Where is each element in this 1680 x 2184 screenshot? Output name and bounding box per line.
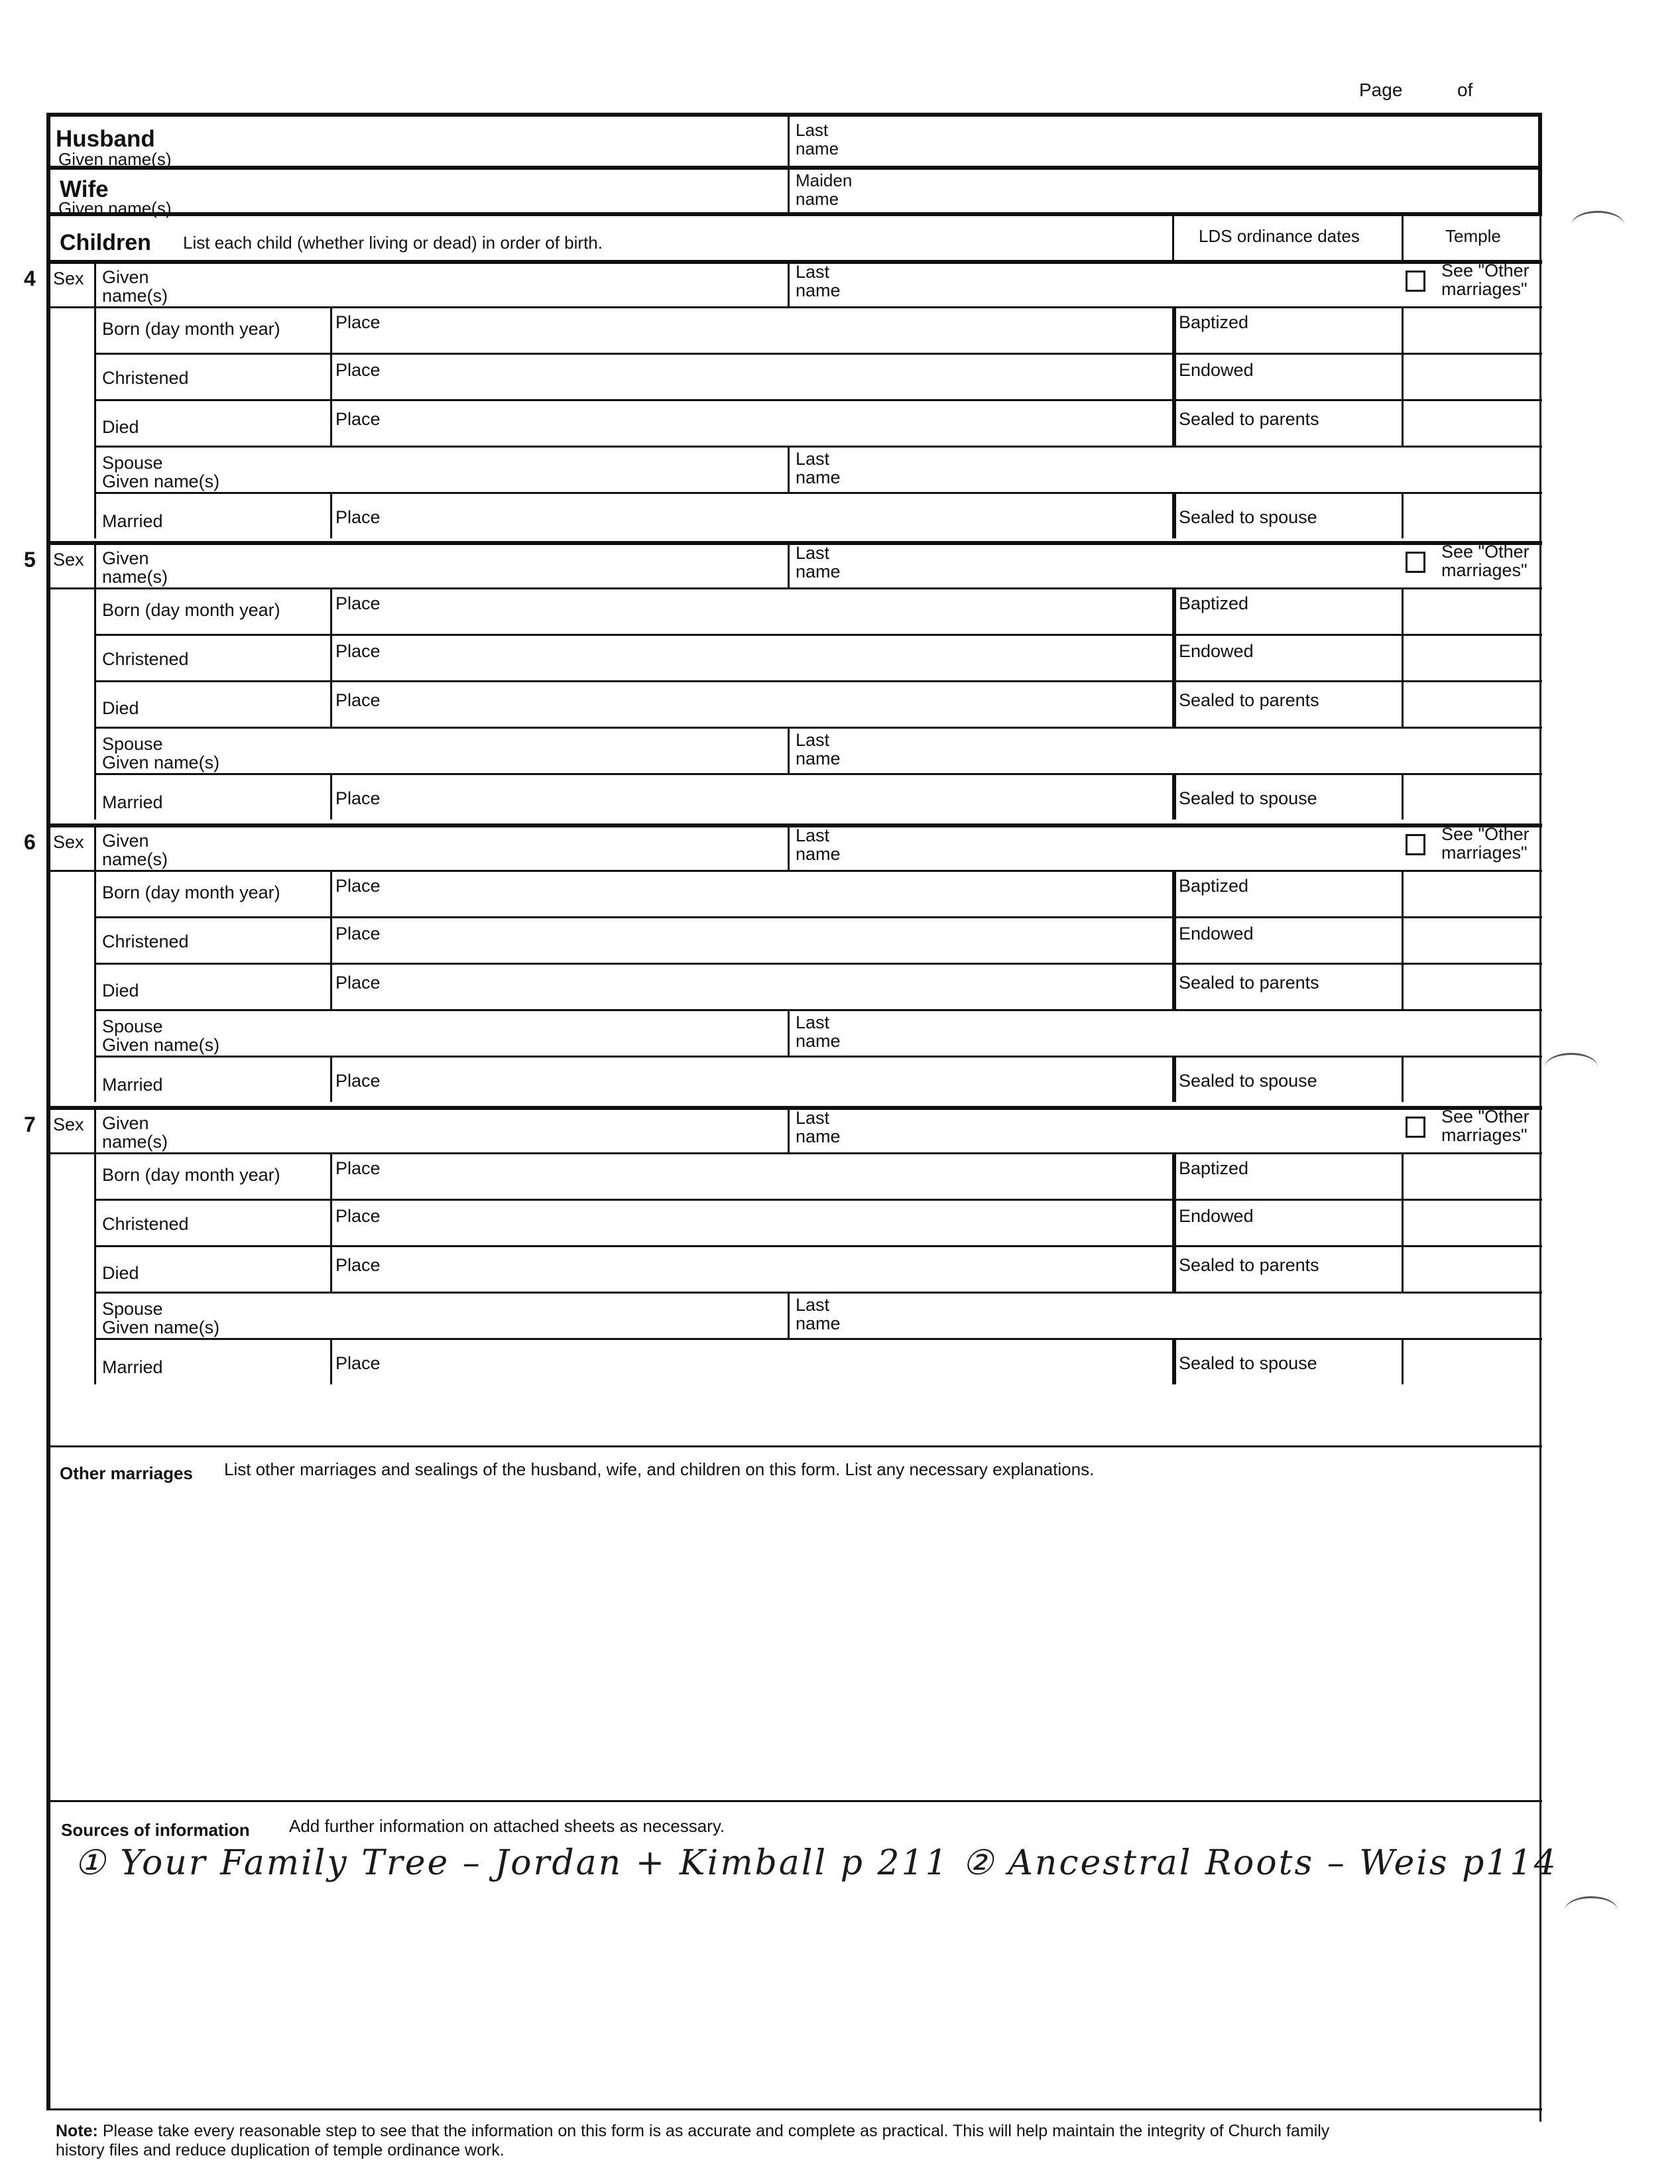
- other-marriages-checkbox[interactable]: [1406, 271, 1425, 292]
- spouse-last-label-2: name: [796, 749, 841, 768]
- child-block: [24, 541, 1542, 823]
- event-place-divider: [330, 870, 332, 1009]
- see-other-marriages-label-2: marriages": [1441, 560, 1528, 580]
- place-label: Place: [335, 360, 381, 380]
- child-top-border: [46, 541, 1542, 545]
- place-label: Place: [335, 1071, 381, 1091]
- form-bottom-border: [46, 2108, 1542, 2110]
- last-name-label-2: name: [796, 562, 841, 581]
- spouse-last-label-2: name: [796, 1313, 841, 1333]
- baptized-label: Baptized: [1179, 1158, 1249, 1178]
- last-name-label: Last: [796, 262, 830, 282]
- wife-given-label: Given name(s): [58, 198, 172, 218]
- row-divider: [94, 916, 1542, 918]
- spouse-last-label-2: name: [796, 467, 841, 487]
- other-marriages-top: [46, 1445, 1542, 1447]
- see-other-marriages-label-2: marriages": [1441, 1125, 1528, 1145]
- baptized-label: Baptized: [1179, 312, 1249, 332]
- died-label: Died: [102, 698, 139, 718]
- row-divider: [94, 1199, 1542, 1201]
- children-title: Children: [60, 230, 151, 255]
- married-place-divider: [330, 773, 332, 819]
- born-label: Born (day month year): [102, 882, 280, 902]
- row-divider: [94, 963, 1542, 965]
- married-place-divider: [330, 1338, 332, 1384]
- form-right-border: [1538, 113, 1542, 212]
- spouse-last-divider: [788, 446, 790, 492]
- spouse-given-label: Given name(s): [102, 1317, 220, 1337]
- event-place-divider: [330, 587, 332, 727]
- ordinance-divider: [1172, 587, 1176, 727]
- married-label: Married: [102, 1357, 163, 1377]
- ordinance-divider: [1172, 870, 1176, 1009]
- married-label: Married: [102, 511, 163, 531]
- ordinance-divider: [1172, 1056, 1176, 1102]
- given-label: Given: [102, 548, 149, 568]
- sex-label: Sex: [53, 550, 84, 570]
- baptized-label: Baptized: [1179, 876, 1249, 896]
- given-label: Given: [102, 267, 149, 287]
- endowed-label: Endowed: [1179, 360, 1254, 380]
- died-label: Died: [102, 1263, 139, 1283]
- husband-label: Husband: [56, 126, 155, 152]
- wife-label: Wife: [60, 176, 109, 202]
- given-last-divider: [788, 823, 790, 870]
- last-name-label-2: name: [796, 844, 841, 864]
- spouse-last-label: Last: [796, 1295, 830, 1315]
- ordinance-divider: [1172, 1152, 1176, 1292]
- spouse-label: Spouse: [102, 1016, 163, 1036]
- married-label: Married: [102, 1075, 163, 1095]
- place-label: Place: [335, 312, 381, 332]
- place-label: Place: [335, 690, 381, 710]
- row-divider: [94, 1292, 1542, 1294]
- spouse-given-label: Given name(s): [102, 1035, 220, 1055]
- child-top-border: [46, 260, 1542, 264]
- note-title: Note:: [56, 2122, 98, 2140]
- sealed-to-spouse-label: Sealed to spouse: [1179, 507, 1317, 527]
- place-label: Place: [335, 788, 381, 808]
- ordinance-divider: [1172, 306, 1176, 446]
- temple-column-divider: [1402, 1152, 1404, 1292]
- row-divider: [94, 492, 1542, 494]
- row-divider: [94, 727, 1542, 729]
- row-divider: [94, 1245, 1542, 1247]
- married-place-divider: [330, 492, 332, 538]
- sources-title: Sources of information: [61, 1820, 250, 1840]
- place-label: Place: [335, 1353, 381, 1373]
- last-name-label: Last: [796, 1108, 830, 1128]
- temple-column-divider: [1402, 773, 1404, 819]
- see-other-marriages-label: See "Other: [1441, 542, 1530, 562]
- row-divider: [94, 634, 1542, 636]
- spouse-last-label: Last: [796, 730, 830, 750]
- given-label-2: name(s): [102, 567, 168, 587]
- endowed-label: Endowed: [1179, 641, 1254, 661]
- temple-divider: [1402, 212, 1404, 260]
- lds-divider: [1172, 212, 1174, 260]
- row-divider: [94, 353, 1542, 355]
- row-divider: [46, 1152, 1542, 1154]
- row-divider: [94, 1009, 1542, 1011]
- row-divider: [94, 1338, 1542, 1340]
- child-block: [24, 260, 1542, 542]
- sealed-to-parents-label: Sealed to parents: [1179, 409, 1319, 429]
- punch-hole-mark: [1565, 1896, 1618, 1925]
- other-marriages-checkbox[interactable]: [1406, 1117, 1425, 1138]
- other-marriages-checkbox[interactable]: [1406, 834, 1425, 855]
- row-divider: [94, 1056, 1542, 1058]
- sources-handwritten-entry: ① Your Family Tree – Jordan + Kimball p 211 ② Ancestral Roots – Weis p114: [74, 1843, 1558, 1883]
- baptized-label: Baptized: [1179, 593, 1249, 613]
- row-divider: [94, 773, 1542, 775]
- born-label: Born (day month year): [102, 319, 280, 339]
- child-number: 7: [24, 1113, 36, 1136]
- place-label: Place: [335, 924, 381, 943]
- temple-column-divider: [1402, 1338, 1404, 1384]
- given-last-divider: [788, 1106, 790, 1152]
- place-label: Place: [335, 641, 381, 661]
- given-label-2: name(s): [102, 1132, 168, 1152]
- temple-label: Temple: [1445, 226, 1501, 246]
- husband-wife-divider: [46, 166, 1542, 170]
- spouse-last-label: Last: [796, 1012, 830, 1032]
- died-label: Died: [102, 981, 139, 1001]
- row-divider: [46, 587, 1542, 589]
- other-marriages-title: Other marriages: [60, 1463, 193, 1483]
- other-marriages-instruction: List other marriages and sealings of the husband, wife, and children on this form. List any necessary explanations.: [224, 1459, 1095, 1479]
- sealed-to-parents-label: Sealed to parents: [1179, 1255, 1319, 1275]
- spouse-last-label-2: name: [796, 1031, 841, 1051]
- last-name-label: Last: [796, 543, 830, 563]
- of-label: of: [1457, 80, 1473, 100]
- sealed-to-spouse-label: Sealed to spouse: [1179, 788, 1317, 808]
- christened-label: Christened: [102, 649, 189, 669]
- ordinance-divider: [1172, 1338, 1176, 1384]
- christened-label: Christened: [102, 932, 189, 951]
- sealed-to-parents-label: Sealed to parents: [1179, 690, 1319, 710]
- temple-column-divider: [1402, 587, 1404, 727]
- see-other-marriages-label-2: marriages": [1441, 843, 1528, 863]
- see-other-marriages-label: See "Other: [1441, 824, 1530, 844]
- sources-area[interactable]: [60, 1903, 1525, 2102]
- ordinance-divider: [1172, 773, 1176, 819]
- sex-label: Sex: [53, 1115, 84, 1134]
- name-divider: [788, 113, 790, 212]
- children-instruction: List each child (whether living or dead) in order of birth.: [183, 233, 603, 253]
- last-name-label-2: name: [796, 1126, 841, 1146]
- husband-last-label: Last: [796, 120, 829, 140]
- married-place-divider: [330, 1056, 332, 1102]
- born-label: Born (day month year): [102, 1165, 280, 1185]
- place-label: Place: [335, 876, 381, 896]
- place-label: Place: [335, 1206, 381, 1226]
- husband-given-label: Given name(s): [58, 149, 172, 169]
- married-label: Married: [102, 792, 163, 812]
- child-block: [24, 823, 1542, 1106]
- note-text-line2: history files and reduce duplication of temple ordinance work.: [56, 2141, 505, 2159]
- page-label: Page: [1359, 80, 1403, 100]
- temple-column-divider: [1402, 870, 1404, 1009]
- see-other-marriages-label: See "Other: [1441, 1107, 1530, 1126]
- sealed-to-parents-label: Sealed to parents: [1179, 973, 1319, 993]
- spouse-label: Spouse: [102, 734, 163, 754]
- maiden-label-2: name: [796, 189, 839, 209]
- place-label: Place: [335, 973, 381, 993]
- endowed-label: Endowed: [1179, 924, 1254, 943]
- child-top-border: [46, 823, 1542, 827]
- sex-label: Sex: [53, 832, 84, 852]
- place-label: Place: [335, 507, 381, 527]
- see-other-marriages-label-2: marriages": [1441, 279, 1528, 299]
- note-text-line1: Please take every reasonable step to see that the information on this form is as accurate and complete as practical. This will help maintain the integrity of Church family: [102, 2122, 1330, 2140]
- place-label: Place: [335, 409, 381, 429]
- given-last-divider: [788, 260, 790, 306]
- born-label: Born (day month year): [102, 600, 280, 620]
- sex-label: Sex: [53, 269, 84, 288]
- other-marriages-checkbox[interactable]: [1406, 552, 1425, 573]
- last-name-label-2: name: [796, 280, 841, 300]
- spouse-label: Spouse: [102, 453, 163, 473]
- temple-column-divider: [1402, 1056, 1404, 1102]
- row-divider: [94, 680, 1542, 682]
- children-header-top: [46, 212, 1542, 216]
- other-marriages-area[interactable]: [60, 1492, 1525, 1797]
- christened-label: Christened: [102, 1214, 189, 1234]
- spouse-last-label: Last: [796, 449, 830, 469]
- child-number: 6: [24, 830, 36, 854]
- temple-column-divider: [1402, 492, 1404, 538]
- ordinance-divider: [1172, 492, 1176, 538]
- sources-top: [46, 1800, 1542, 1802]
- sealed-to-spouse-label: Sealed to spouse: [1179, 1353, 1317, 1373]
- sealed-to-spouse-label: Sealed to spouse: [1179, 1071, 1317, 1091]
- spouse-last-divider: [788, 1009, 790, 1056]
- child-number: 4: [24, 267, 36, 290]
- given-label: Given: [102, 1113, 149, 1133]
- punch-hole-mark: [1545, 1053, 1598, 1081]
- note-block: [56, 2122, 1514, 2160]
- event-place-divider: [330, 306, 332, 446]
- event-place-divider: [330, 1152, 332, 1292]
- last-name-label: Last: [796, 825, 830, 845]
- christened-label: Christened: [102, 368, 189, 388]
- endowed-label: Endowed: [1179, 1206, 1254, 1226]
- spouse-label: Spouse: [102, 1299, 163, 1319]
- place-label: Place: [335, 1158, 381, 1178]
- see-other-marriages-label: See "Other: [1441, 261, 1530, 280]
- row-divider: [46, 306, 1542, 308]
- punch-hole-mark: [1571, 211, 1624, 239]
- spouse-last-divider: [788, 727, 790, 773]
- lds-ordinance-label: LDS ordinance dates: [1199, 226, 1360, 246]
- given-label: Given: [102, 831, 149, 851]
- husband-last-label-2: name: [796, 139, 839, 158]
- place-label: Place: [335, 593, 381, 613]
- given-label-2: name(s): [102, 849, 168, 869]
- row-divider: [46, 870, 1542, 872]
- spouse-given-label: Given name(s): [102, 753, 220, 772]
- form-top-border: [46, 113, 1542, 117]
- sources-instruction: Add further information on attached sheets as necessary.: [289, 1816, 725, 1836]
- spouse-last-divider: [788, 1292, 790, 1338]
- child-top-border: [46, 1106, 1542, 1110]
- given-label-2: name(s): [102, 286, 168, 306]
- maiden-label: Maiden: [796, 170, 853, 190]
- child-block: [24, 1106, 1542, 1388]
- child-number: 5: [24, 548, 36, 572]
- row-divider: [94, 399, 1542, 401]
- died-label: Died: [102, 417, 139, 437]
- spouse-given-label: Given name(s): [102, 471, 220, 491]
- temple-column-divider: [1402, 306, 1404, 446]
- place-label: Place: [335, 1255, 381, 1275]
- given-last-divider: [788, 541, 790, 587]
- row-divider: [94, 446, 1542, 448]
